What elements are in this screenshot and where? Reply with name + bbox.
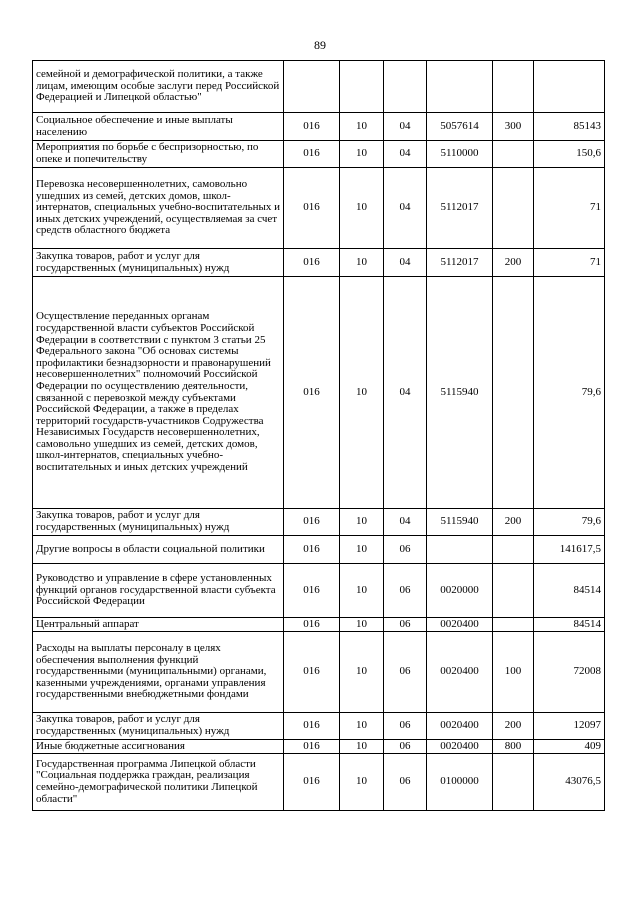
cell-subsection-code: 06 <box>384 754 427 811</box>
cell-expense-type-code <box>493 564 534 618</box>
cell-expense-type-code <box>493 141 534 168</box>
cell-amount: 72008 <box>534 632 605 713</box>
table-row <box>33 632 605 713</box>
cell-subsection-code: 04 <box>384 277 427 509</box>
cell-section-code: 10 <box>340 713 384 740</box>
table-body <box>33 61 605 811</box>
cell-target-code: 0100000 <box>427 754 493 811</box>
cell-target-code: 5115940 <box>427 277 493 509</box>
cell-target-code <box>427 536 493 564</box>
cell-subsection-code: 04 <box>384 509 427 536</box>
cell-expense-type-code: 200 <box>493 509 534 536</box>
cell-subsection-code <box>384 61 427 113</box>
cell-section-code: 10 <box>340 632 384 713</box>
table-row <box>33 113 605 141</box>
row-description: Закупка товаров, работ и услуг для государственных (муниципальных) нужд <box>33 509 284 536</box>
cell-amount: 84514 <box>534 564 605 618</box>
cell-target-code: 5112017 <box>427 249 493 277</box>
cell-section-code: 10 <box>340 564 384 618</box>
cell-target-code: 0020400 <box>427 713 493 740</box>
cell-amount: 84514 <box>534 618 605 632</box>
cell-subsection-code: 04 <box>384 168 427 249</box>
cell-ministry-code: 016 <box>284 564 340 618</box>
cell-expense-type-code: 800 <box>493 740 534 754</box>
cell-target-code: 0020400 <box>427 740 493 754</box>
table-row <box>33 141 605 168</box>
cell-ministry-code: 016 <box>284 632 340 713</box>
cell-subsection-code: 06 <box>384 740 427 754</box>
cell-expense-type-code <box>493 61 534 113</box>
budget-table <box>32 60 605 811</box>
cell-subsection-code: 06 <box>384 713 427 740</box>
cell-amount: 12097 <box>534 713 605 740</box>
cell-section-code: 10 <box>340 536 384 564</box>
row-description: Перевозка несовершеннолетних, самовольно ушедших из семей, детских домов, школ-интернатов, специальных учебно-воспитательных и иных детских учреждений, осуществляемая за счет средств областного бюджета <box>33 168 284 249</box>
table-row <box>33 740 605 754</box>
cell-subsection-code: 06 <box>384 564 427 618</box>
cell-subsection-code: 04 <box>384 141 427 168</box>
table-row <box>33 168 605 249</box>
page-number: 89 <box>314 38 326 52</box>
table-row <box>33 564 605 618</box>
cell-amount: 409 <box>534 740 605 754</box>
row-description: Мероприятия по борьбе с беспризорностью, по опеке и попечительству <box>33 141 284 168</box>
cell-target-code: 5057614 <box>427 113 493 141</box>
cell-expense-type-code <box>493 168 534 249</box>
cell-ministry-code <box>284 61 340 113</box>
cell-expense-type-code <box>493 618 534 632</box>
row-description: Иные бюджетные ассигнования <box>33 740 284 754</box>
cell-ministry-code: 016 <box>284 713 340 740</box>
row-description: Закупка товаров, работ и услуг для государственных (муниципальных) нужд <box>33 249 284 277</box>
cell-ministry-code: 016 <box>284 113 340 141</box>
cell-ministry-code: 016 <box>284 509 340 536</box>
cell-subsection-code: 04 <box>384 113 427 141</box>
cell-section-code <box>340 61 384 113</box>
cell-amount: 71 <box>534 168 605 249</box>
cell-subsection-code: 06 <box>384 632 427 713</box>
cell-target-code: 5115940 <box>427 509 493 536</box>
row-description: Осуществление переданных органам государственной власти субъектов Российской Федерации в соответствии с пунктом 3 статьи 25 Федерального закона "Об основах системы профилактики безнадзорности и правонарушений несовершеннолетних" полномочий Российской Федерации по осуществлению деятельности, связанной с перевозкой между субъектами Российской Федерации, а также в пределах территорий государств-участников Содружества Независимых Государств несовершеннолетних, самовольно ушедших из семей, детских домов, школ-интернатов, специальных учебно-воспитательных и иных детских учреждений <box>33 277 284 509</box>
cell-expense-type-code: 200 <box>493 249 534 277</box>
cell-ministry-code: 016 <box>284 740 340 754</box>
cell-target-code: 5112017 <box>427 168 493 249</box>
cell-section-code: 10 <box>340 740 384 754</box>
cell-expense-type-code <box>493 536 534 564</box>
table-row <box>33 618 605 632</box>
cell-ministry-code: 016 <box>284 536 340 564</box>
table-row <box>33 754 605 811</box>
table-row <box>33 536 605 564</box>
table-row <box>33 249 605 277</box>
cell-expense-type-code: 300 <box>493 113 534 141</box>
cell-amount <box>534 61 605 113</box>
cell-target-code: 0020400 <box>427 618 493 632</box>
table-row <box>33 509 605 536</box>
row-description: Социальное обеспечение и иные выплаты населению <box>33 113 284 141</box>
cell-amount: 85143 <box>534 113 605 141</box>
row-description: Руководство и управление в сфере установленных функций органов государственной власти субъекта Российской Федерации <box>33 564 284 618</box>
cell-ministry-code: 016 <box>284 754 340 811</box>
cell-section-code: 10 <box>340 509 384 536</box>
row-description: Центральный аппарат <box>33 618 284 632</box>
cell-expense-type-code: 100 <box>493 632 534 713</box>
table-row <box>33 713 605 740</box>
cell-expense-type-code <box>493 754 534 811</box>
cell-section-code: 10 <box>340 249 384 277</box>
table-row <box>33 61 605 113</box>
cell-subsection-code: 04 <box>384 249 427 277</box>
cell-section-code: 10 <box>340 277 384 509</box>
cell-amount: 150,6 <box>534 141 605 168</box>
cell-section-code: 10 <box>340 168 384 249</box>
row-description: Другие вопросы в области социальной политики <box>33 536 284 564</box>
row-description: Расходы на выплаты персоналу в целях обеспечения выполнения функций государственными (муниципальными) органами, казенными учреждениями, органами управления государственными внебюджетными фондами <box>33 632 284 713</box>
cell-ministry-code: 016 <box>284 141 340 168</box>
row-description: Закупка товаров, работ и услуг для государственных (муниципальных) нужд <box>33 713 284 740</box>
cell-subsection-code: 06 <box>384 536 427 564</box>
cell-expense-type-code <box>493 277 534 509</box>
cell-section-code: 10 <box>340 754 384 811</box>
cell-amount: 71 <box>534 249 605 277</box>
cell-section-code: 10 <box>340 141 384 168</box>
cell-section-code: 10 <box>340 113 384 141</box>
cell-amount: 79,6 <box>534 277 605 509</box>
cell-ministry-code: 016 <box>284 168 340 249</box>
cell-ministry-code: 016 <box>284 618 340 632</box>
cell-amount: 79,6 <box>534 509 605 536</box>
table-row <box>33 277 605 509</box>
cell-target-code <box>427 61 493 113</box>
row-description: Государственная программа Липецкой области "Социальная поддержка граждан, реализация семейно-демографической политики Липецкой области" <box>33 754 284 811</box>
cell-target-code: 0020000 <box>427 564 493 618</box>
cell-section-code: 10 <box>340 618 384 632</box>
cell-ministry-code: 016 <box>284 277 340 509</box>
row-description: семейной и демографической политики, а также лицам, имеющим особые заслуги перед Российской Федерацией и Липецкой областью" <box>33 61 284 113</box>
cell-subsection-code: 06 <box>384 618 427 632</box>
cell-target-code: 5110000 <box>427 141 493 168</box>
cell-expense-type-code: 200 <box>493 713 534 740</box>
cell-amount: 141617,5 <box>534 536 605 564</box>
cell-amount: 43076,5 <box>534 754 605 811</box>
cell-target-code: 0020400 <box>427 632 493 713</box>
cell-ministry-code: 016 <box>284 249 340 277</box>
